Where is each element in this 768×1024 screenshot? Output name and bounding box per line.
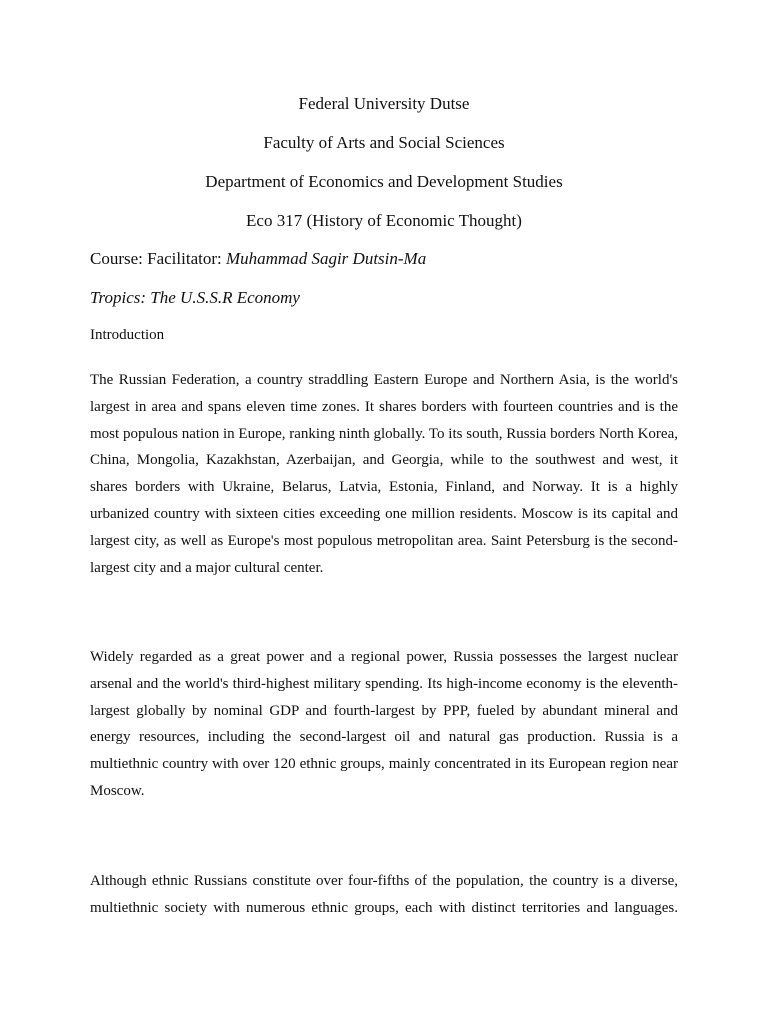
- faculty-name: Faculty of Arts and Social Sciences: [263, 133, 505, 152]
- university-name: Federal University Dutse: [298, 94, 470, 113]
- section-heading: Introduction: [90, 327, 165, 343]
- facilitator-label: Course: Facilitator:: [90, 249, 226, 268]
- topic-title: Tropics: The U.S.S.R Economy: [90, 288, 300, 307]
- paragraph-2: Widely regarded as a great power and a regional power, Russia possesses the largest nuclear arsenal and the world's third-highest military spending. Its high-income economy is the eleventh-largest globally by nominal GDP and fourth-largest by PPP, fueled by abundant mineral and energy resources, including the second-largest oil and natural gas production. Russia is a multiethnic country with over 120 ethnic groups, mainly concentrated in its European region near Moscow.: [90, 649, 678, 799]
- course-facilitator: [90, 249, 426, 269]
- department-name: Department of Economics and Development Studies: [205, 172, 563, 191]
- paragraph-3: Although ethnic Russians constitute over four-fifths of the population, the country is a diverse, multiethnic society with numerous ethnic groups, each with distinct territories and languages.: [90, 873, 678, 916]
- facilitator-name: Muhammad Sagir Dutsin-Ma: [225, 249, 427, 268]
- course-title: Eco 317 (History of Economic Thought): [246, 211, 522, 230]
- paragraph-1: The Russian Federation, a country straddling Eastern Europe and Northern Asia, is the world's largest in area and spans eleven time zones. It shares borders with fourteen countries and is the most populous nation in Europe, ranking ninth globally. To its south, Russia borders North Korea, China, Mongolia, Kazakhstan, Azerbaijan, and Georgia, while to the southwest and west, it shares borders with Ukraine, Belarus, Latvia, Estonia, Finland, and Norway. It is a highly urbanized country with sixteen cities exceeding one million residents. Moscow is its capital and largest city, as well as Europe's most populous metropolitan area. Saint Petersburg is the second-largest city and a major cultural center.: [90, 372, 678, 576]
